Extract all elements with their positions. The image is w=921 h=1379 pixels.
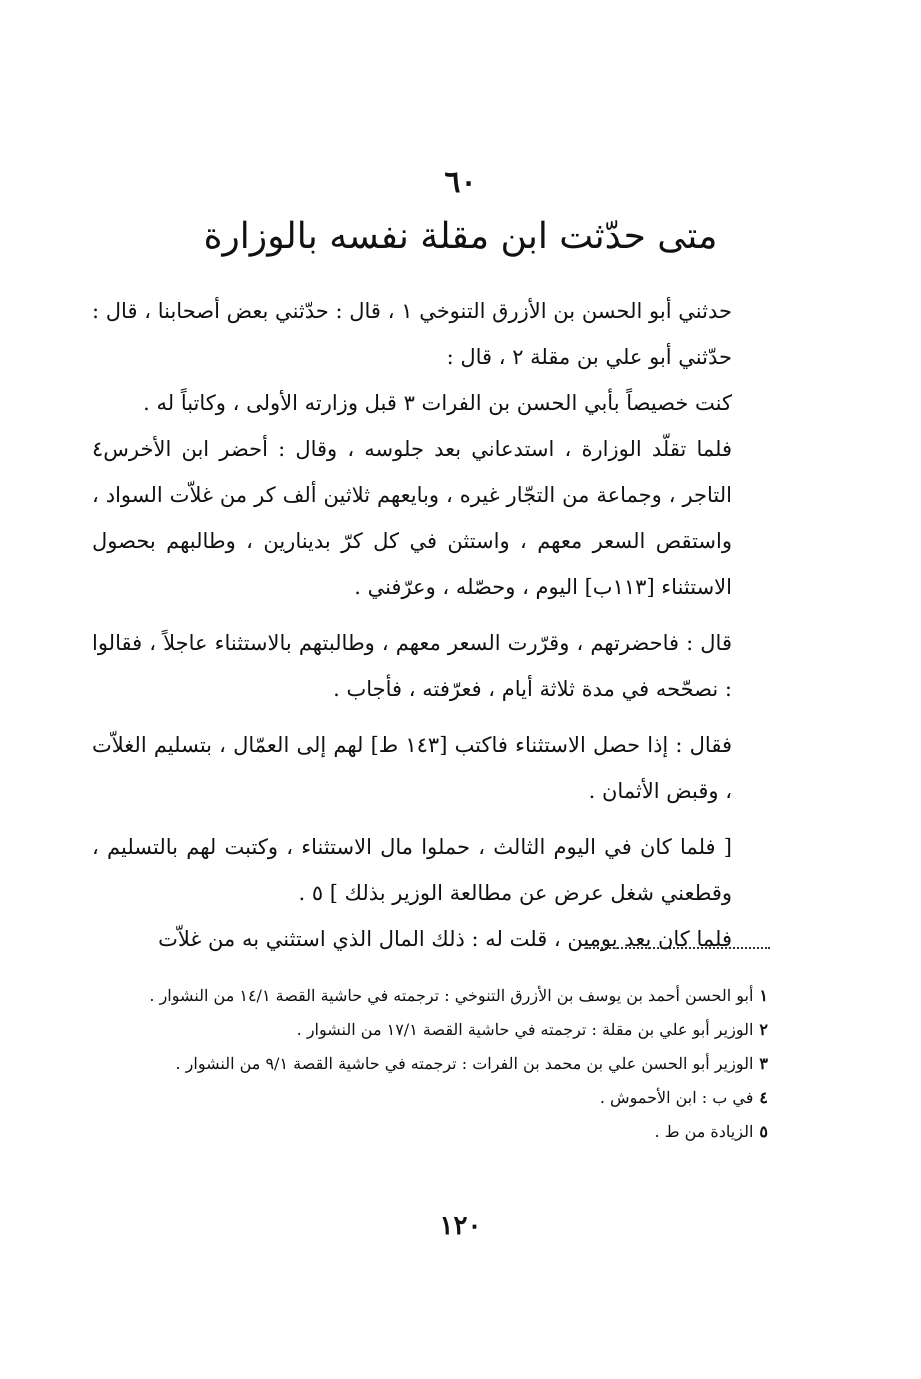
footnote-number: ٤ <box>759 1088 768 1107</box>
footnotes <box>92 982 768 1152</box>
paragraph-gap <box>92 712 732 722</box>
paragraph: قال : فاحضرتهم ، وقرّرت السعر معهم ، وطالبتهم بالاستثناء عاجلاً ، فقالوا : نصحّحه في مدة ثلاثة أيام ، فعرّفته ، فأجاب . <box>92 631 732 701</box>
footnote <box>92 1118 768 1146</box>
footnote-number: ٥ <box>759 1122 768 1141</box>
paragraph: فقال : إذا حصل الاستثناء فاكتب [١٤٣ ط] لهم إلى العمّال ، بتسليم الغلاّت ، وقبض الأثمان . <box>92 733 732 803</box>
footnote-number: ١ <box>759 986 768 1005</box>
paragraph-gap <box>92 814 732 824</box>
footnote-number: ٢ <box>759 1020 768 1039</box>
paragraph: حدثني أبو الحسن بن الأزرق التنوخي ١ ، قال : حدّثني بعض أصحابنا ، قال : حدّثني أبو علي بن مقلة ٢ ، قال : <box>92 299 732 369</box>
paragraph: كنت خصيصاً بأبي الحسن بن الفرات ٣ قبل وزارته الأولى ، وكاتباً له . <box>143 391 732 415</box>
footnote-text: الوزير أبو الحسن علي بن محمد بن الفرات : ترجمته في حاشية القصة ٩/١ من النشوار . <box>175 1054 754 1073</box>
footnote-divider <box>586 947 770 949</box>
paragraph: فلما تقلّد الوزارة ، استدعاني بعد جلوسه ، وقال : أحضر ابن الأخرس٤ التاجر ، وجماعة من التجّار غيره ، وبايعهم ثلاثين ألف كر من غلاّت السواد ، واستقص السعر معهم ، واستثن في كل كرّ بدينارين ، وطالبهم بحصول الاستثناء [١١٣ب] اليوم ، وحصّله ، وعرّفني . <box>92 437 732 599</box>
footnote-text: الوزير أبو علي بن مقلة : ترجمته في حاشية القصة ١٧/١ من النشوار . <box>296 1020 754 1039</box>
story-number: ٦٠ <box>444 165 477 200</box>
footnote <box>92 1016 768 1044</box>
footnote-text: في ب : ابن الأحموش . <box>599 1088 754 1107</box>
footnote-number: ٣ <box>759 1054 768 1073</box>
footnote <box>92 982 768 1010</box>
paragraph: [ فلما كان في اليوم الثالث ، حملوا مال الاستثناء ، وكتبت لهم بالتسليم ، وقطعني شغل عرض عن مطالعة الوزير بذلك ] ٥ . <box>92 835 732 905</box>
footnote-text: أبو الحسن أحمد بن يوسف بن الأزرق التنوخي : ترجمته في حاشية القصة ١٤/١ من النشوار . <box>149 986 754 1005</box>
paragraph-gap <box>92 610 732 620</box>
story-title: متى حدّثت ابن مقلة نفسه بالوزارة <box>203 216 718 257</box>
footnote-text: الزيادة من ط . <box>654 1122 754 1141</box>
paragraph: فلما كان بعد يومين ، قلت له : ذلك المال الذي استثني به من غلاّت <box>158 927 732 951</box>
page-number: ١٢٠ <box>439 1211 482 1241</box>
body-text <box>92 288 732 962</box>
footnote <box>92 1084 768 1112</box>
footnote <box>92 1050 768 1078</box>
